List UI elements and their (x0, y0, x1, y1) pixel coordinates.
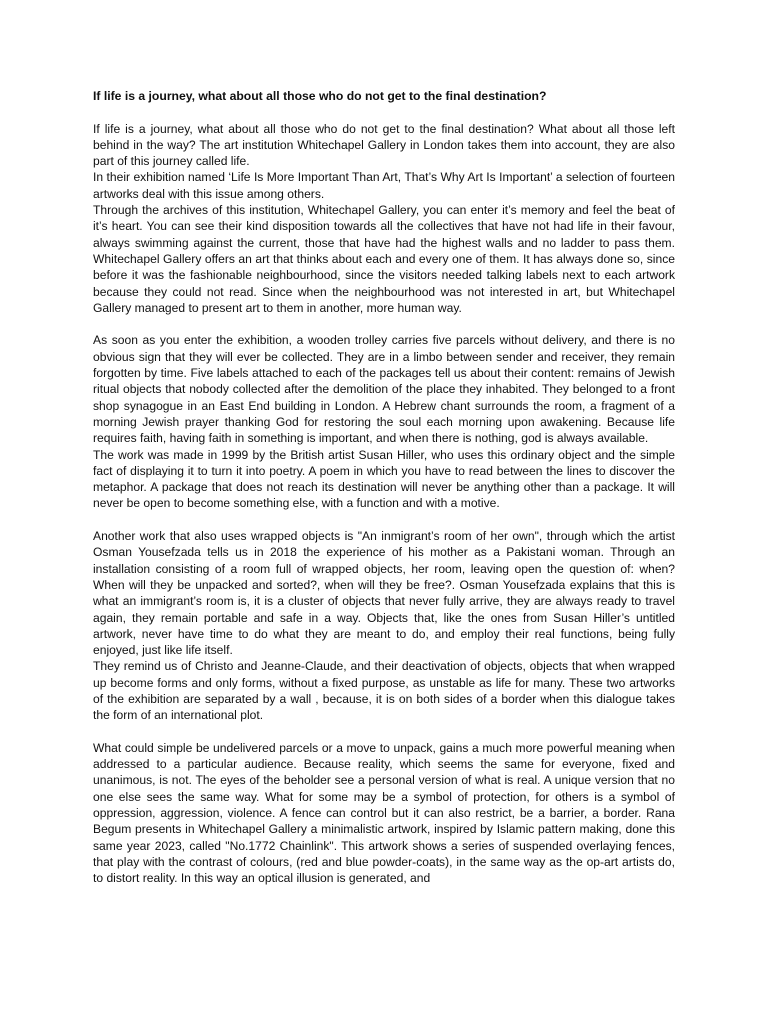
paragraph-gap (93, 316, 675, 332)
paragraph-archives: Through the archives of this institution, Whitechapel Gallery, you can enter it’s memory and feel the beat of it’s heart. You can see their kind disposition towards all the collectives that have not had life in their favour, always swimming against the current, those that have had the highest walls and no ladder to pass them. Whitechapel Gallery offers an art that thinks about each and every one of them. It has always done so, since before it was the fashionable neighbourhood, since the visitors needed talking labels next to each artwork because they could not read. Since when the neighbourhood was not interested in art, but Whitechapel Gallery managed to present art to them in another, more human way. (93, 203, 675, 315)
paragraph-intro: If life is a journey, what about all those who do not get to the final destination? What about all those left behind in the way? The art institution Whitechapel Gallery in London takes them into account, they are also part of this journey called life. (93, 121, 675, 169)
paragraph-gap (93, 512, 675, 528)
document-title: If life is a journey, what about all those who do not get to the final destination? (93, 89, 547, 103)
paragraph-chainlink: What could simple be undelivered parcels or a move to unpack, gains a much more powerful meaning when addressed to a particular audience. Because reality, which seems the same for everyone, fixed and unanimous, is not. The eyes of the beholder see a personal version of what is real. A unique version that no one else sees the same way. What for some may be a symbol of protection, for others is a symbol of oppression, aggression, violence. A fence can control but it can also restrict, be a barrier, a border. Rana Begum presents in Whitechapel Gallery a minimalistic artwork, inspired by Islamic pattern making, done this same year 2023, called "No.1772 Chainlink". This artwork shows a series of suspended overlaying fences, that play with the contrast of colours, (red and blue powder-coats), in the same way as the op-art artists do, to distort reality. In this way an optical illusion is generated, and (93, 740, 675, 886)
paragraph-susan-hiller: The work was made in 1999 by the British artist Susan Hiller, who uses this ordinary object and the simple fact of displaying it to turn it into poetry. A poem in which you have to read between the lines to discover the metaphor. A package that does not reach its destination will never be anything other than a package. It will never be open to become something else, with a function and with a motive. (93, 447, 675, 511)
paragraph-trolley: As soon as you enter the exhibition, a wooden trolley carries five parcels without delivery, and there is no obvious sign that they will ever be collected. They are in a limbo between sender and receiver, they remain forgotten by time. Five labels attached to each of the packages tell us about their content: remains of Jewish ritual objects that nobody collected after the demolition of the place they inhabited. They belonged to a front shop synagogue in an East End building in London. A Hebrew chant surrounds the room, a fragment of a morning Jewish prayer thanking God for restoring the soul each morning upon awakening. Because life requires faith, having faith in something is important, and when there is nothing, god is always available. (93, 333, 675, 446)
paragraph-exhibition: In their exhibition named ‘Life Is More Important Than Art, That’s Why Art Is Important’ a selection of fourteen artworks deal with this issue among others. (93, 170, 675, 201)
paragraph-christo: They remind us of Christo and Jeanne-Claude, and their deactivation of objects, objects that when wrapped up become forms and only forms, without a fixed purpose, as unstable as life for many. These two artworks of the exhibition are separated by a wall , because, it is on both sides of a border when this dialogue takes the form of an international plot. (93, 659, 675, 723)
paragraph-gap (93, 724, 675, 740)
paragraph-immigrant-room: Another work that also uses wrapped objects is "An inmigrant’s room of her own", through which the artist Osman Yousefzada tells us in 2018 the experience of his mother as a Pakistani woman. Through an installation consisting of a room full of wrapped objects, her room, leaving open the question of: when? When will they be unpacked and sorted?, when will they be free?. Osman Yousefzada explains that this is what an immigrant’s room is, it is a cluster of objects that never fully arrive, they are always ready to travel again, they remain portable and safe in a way. Objects that, like the ones from Susan Hiller’s untitled artwork, never have time to do what they are meant to do, and employ their real functions, being fully enjoyed, just like life itself. (93, 529, 675, 658)
